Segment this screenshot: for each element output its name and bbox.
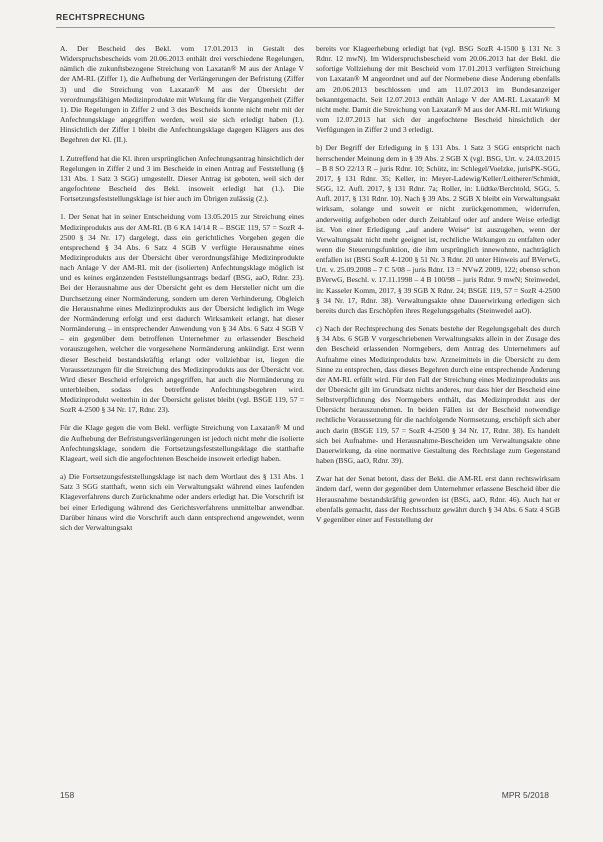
paragraph: c) Nach der Rechtsprechung des Senats bestehe der Regelungsgehalt des durch § 34 Abs. 6 SGB V vorgeschriebenen Verwaltungsakts allein in der Zusage des den Bescheid erlassenden Normgebers, dem Antrag des Unternehmers auf Aufnahme eines Medizinprodukts bzw. Arzneimittels in die Übersicht zu dem Sinne zu entsprechen, dass dieses Begehren durch eine entsprechende Änderung der AM-RL erfüllt wird. Für den Fall der Streichung eines Medizinprodukts aus der Übersicht gilt im Grundsatz nichts anderes, nur dass hier der Bescheid eine Selbstverpflichtung des Normgebers enthält, das Medizinprodukt aus der Übersicht herauszunehmen. In beiden Fällen ist der Bescheid notwendige rechtliche Voraussetzung für die nachfolgende Normsetzung, erschöpft sich aber auch darin (BSGE 119, 57 = SozR 4-2500 § 34 Nr. 17, Rdnr. 38). Es handelt sich bei Aufnahme- und Herausnahme-Bescheiden um Verwaltungsakte ohne Dauerwirkung, da eine normative Gestaltung des Rechtslage zum Gegenstand haben (BSG, aaO, Rdnr. 39). <box>316 324 560 466</box>
paragraph: A. Der Bescheid des Bekl. vom 17.01.2013 in Gestalt des Widerspruchsbescheids vom 20.06.2013 enthält drei verschiedene Regelungen, nämlich die zukunftsbezogene Streichung von Laxatan® M aus der Anlage V der AM-RL (Ziffer 1), die Aufhebung der Verlängerungen der Befristung (Ziffer 3) und die Streichung von Laxatan® M aus der Übersicht der verordnungsfähigen Medizinprodukte mit Wirkung für die Vergangenheit (Ziffer 1). Die Regelungen in Ziffer 2 und 3 des Bescheids konnte nicht mehr mit der Anfechtungsklage angegriffen werden, weil sie sich erledigt haben (I.). Hinsichtlich der Ziffer 1 bleibt die Anfechtungsklage dagegen Klägers aus des Begehren der Kl. (II.). <box>60 44 304 145</box>
paragraph: Für die Klage gegen die vom Bekl. verfügte Streichung von Laxatan® M und die Aufhebung der Befristungsverlängerungen ist jedoch nicht mehr die isolierte Anfechtungsklage, sondern die Fortsetzungsfeststellungsklage die statthafte Klageart, weil sich die angefochtenen Bescheide insoweit erledigt haben. <box>60 423 304 463</box>
paragraph: bereits vor Klageerhebung erledigt hat (vgl. BSG SozR 4-1500 § 131 Nr. 3 Rdnr. 12 mwN). Im Widerspruchsbescheid vom 20.06.2013 hat der Bekl. die sofortige Vollziehung der mit Bescheid vom 17.01.2013 verfügten Streichung von Laxatan® M angeordnet und auf der Normebene diese Änderung ebenfalls am 20.06.2013 beschlossen und am 11.07.2013 im Bundesanzeiger bekanntgemacht. Seit 12.07.2013 enthält Anlage V der AM-RL Laxatan® M nicht mehr. Damit die Streichung von Laxatan® M aus der AM-RL mit Wirkung vom 12.07.2013 hat sich der angefochtene Bescheid hinsichtlich der Verfügungen in Ziffer 2 und 3 erledigt. <box>316 44 560 135</box>
page-number: 158 <box>60 790 75 800</box>
journal-issue: MPR 5/2018 <box>501 790 549 800</box>
paragraph: Zwar hat der Senat betont, dass der Bekl. die AM-RL erst dann rechtswirksam ändern darf, wenn der gegenüber dem Unternehmer erlassene Bescheid über die Herausnahme bestandskräftig geworden ist (BSG, aaO, Rdnr. 46). Auch hat er ebenfalls gemacht, dass der Rechtsschutz gewährt durch § 34 Abs. 6 Satz 4 SGB V gegenüber einer auf Feststellung der <box>316 474 560 524</box>
paragraph: I. Zutreffend hat die Kl. ihren ursprünglichen Anfechtungsantrag hinsichtlich der Regelungen in Ziffer 2 und 3 im Bescheide in einen Antrag auf Feststellung (§ 131 Abs. 1 Satz 3 SGG) umgestellt. Dieser Antrag ist geboten, weil sich der angefochtene Bescheid des Bekl. insoweit erledigt hat (1.). Die Fortsetzungsfeststellungsklage ist hier auch im Übrigen zulässig (2.). <box>60 153 304 204</box>
section-header: RECHTSPRECHUNG <box>56 12 146 22</box>
paragraph: b) Der Begriff der Erledigung in § 131 Abs. 1 Satz 3 SGG entspricht nach herrschender Meinung dem in § 39 Abs. 2 SGB X (vgl. BSG, Urt. v. 24.03.2015 – B 8 SO 22/13 R – juris Rdnr. 10; Schütz, in: Schlegel/Voelzke, jurisPK-SGG, 2017, § 131 Rdnr. 35; Keller, in: Meyer-Ladewig/Keller/Leitherer/Schmidt, SGG, 12. Aufl. 2017, § 131 Rdnr. 7a; Roller, in: Lüdtke/Berchtold, SGG, 5. Aufl. 2017, § 131 Rdnr. 10). Nach § 39 Abs. 2 SGB X bleibt ein Verwaltungsakt wirksam, solange und soweit er nicht zurückgenommen, widerrufen, anderweitig aufgehoben oder durch Zeitablauf oder auf andere Weise erledigt ist. Von einer Erledigung „auf andere Weise“ ist auszugehen, wenn der Verwaltungsakt nicht mehr geeignet ist, rechtliche Wirkungen zu entfalten oder wenn die Steuerungsfunktion, die ihm ursprünglich innewohnte, nachträglich entfallen ist (BSG SozR 4-1200 § 51 Nr. 3 Rdnr. 20 unter Hinweis auf BVerwG, Urt. v. 25.09.2008 – 7 C 5/08 – juris Rdnr. 13 = NVwZ 2009, 122; ebenso schon BVerwG, Beschl. v. 17.11.1998 – 4 B 100/98 – juris Rdnr. 9 mwN; Steinwedel, in: Kasseler Komm, 2017, § 39 SGB X Rdnr. 24; BSGE 119, 57 = SozR 4-2500 § 34 Nr. 17, Rdnr. 38). Verwaltungsakte ohne Dauerwirkung erledigen sich bereits durch das Erschöpfen ihres Regelungsgehalts (Steinwedel aaO). <box>316 143 560 315</box>
page-footer <box>56 790 555 804</box>
header-rule <box>56 27 555 28</box>
left-column <box>60 44 304 772</box>
paragraph: 1. Der Senat hat in seiner Entscheidung vom 13.05.2015 zur Streichung eines Medizinprodukts aus der AM-RL (B 6 KA 14/14 R – BSGE 119, 57 = SozR 4-2500 § 34 Nr. 17) dargelegt, dass ein gerichtliches Vorgehen gegen die entsprechend § 34 Abs. 6 Satz 4 SGB V verfügte Herausnahme eines Medizinprodukts aus der Übersicht über verordnungsfähige Medizinprodukte nach Anlage V der AM-RL mit der (isolierten) Anfechtungsklage möglich ist und es keines ergänzenden Feststellungsantrags bedarf (BSG, aaO, Rdnr. 23). Bei der Herausnahme aus der Übersicht geht es dem Hersteller nicht um die Durchsetzung einer Normänderung, sondern um deren Verhinderung. Obgleich die Herausnahme eines Medizinprodukts aus der Übersicht lediglich im Wege der Normänderung erfolgt und erst dadurch Wirksamkeit erlangt, hat dieser Normänderung – in entsprechender Anwendung von § 34 Abs. 6 Satz 4 SGB V – ein gegenüber dem betroffenen Unternehmer zu erlassender Bescheid vorauszugehen, welcher die vorgesehene Normänderung ankündigt. Erst wenn dieser Bescheid bestandskräftig erlangt oder vollziehbar ist, liegen die Voraussetzungen für die Streichung des Medizinprodukts aus der Übersicht vor. Wird dieser Bescheid erfolgreich angegriffen, hat auch die Normänderung zu unterbleiben, sodass des betreffende Anfechtungsbegehren wird. Medizinprodukt weiterhin in der Übersicht gelistet bleibt (vgl. BSGE 119, 57 = SozR 4-2500 § 34 Nr. 17, Rdnr. 23). <box>60 212 304 415</box>
paragraph: a) Die Fortsetzungsfeststellungsklage ist nach dem Wortlaut des § 131 Abs. 1 Satz 3 SGG statthaft, wenn sich ein Verwaltungsakt während eines laufenden Klageverfahrens durch Zurücknahme oder anders erledigt hat. Die Vorschrift ist bei einer Erledigung während des Gerichtsverfahrens unmittelbar anwendbar. Darüber hinaus wird die Vorschrift auch dann entsprechend angewendet, wenn sich der Verwaltungsakt <box>60 472 304 532</box>
right-column <box>316 44 560 772</box>
